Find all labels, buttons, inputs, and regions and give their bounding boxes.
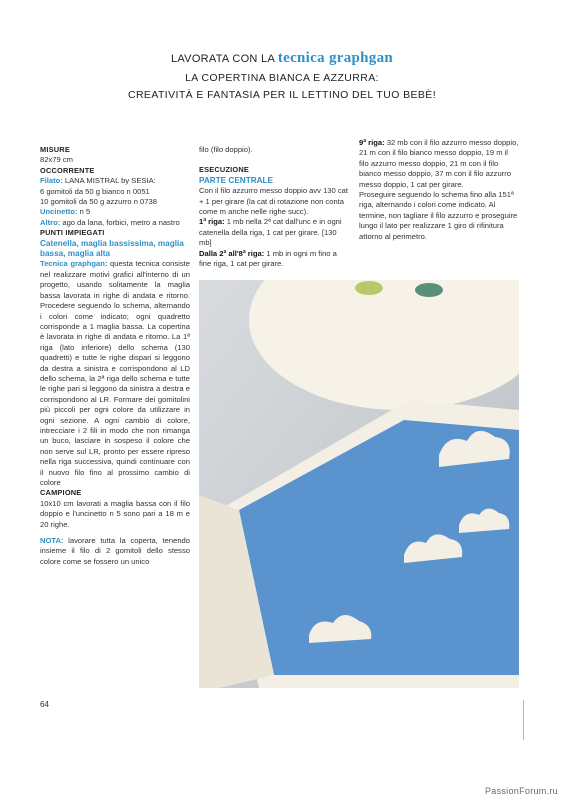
avvio-text: Con il filo azzurro messo doppio avv 130 cat + 1 per girare (la cat di rotazione non conta come m anche nelle righe succ). [199,186,348,217]
column-middle [199,145,351,269]
parte-centrale-heading: PARTE CENTRALE [199,175,273,185]
gomitoli-azzurro: 10 gomitoli da 50 g azzurro n 0738 [40,197,157,207]
header-line-3: CREATIVITÀ E FANTASIA PER IL LETTINO DEL TUO BEBÈ! [127,89,437,101]
header-accent: tecnica graphgan [277,50,394,66]
misure-heading: MISURE [40,145,70,154]
filato-line: Filato: LANA MISTRAL by SESIA: [40,176,156,186]
nota-continued: filo (filo doppio). [199,145,253,154]
esecuzione-heading: ESECUZIONE [199,165,250,175]
punti-subheading: Catenella, maglia bassissima, maglia bassa, maglia alta [40,238,184,259]
nota-text: NOTA: lavorare tutta la coperta, tenendo insieme il filo di 2 gomitoli dello stesso colore come se fossero un unico [40,536,190,566]
misure-text: 82x79 cm [40,155,73,165]
article-header [0,50,564,101]
watermark: PassionForum.ru [484,786,558,796]
campione-text: 10x10 cm lavorati a maglia bassa con il filo doppio e l'uncinetto n 5 sono pari a 18 m e 20 righe. [40,498,190,529]
altro-line: Altro: ago da lana, forbici, metro a nastro [40,217,180,227]
campione-heading: CAMPIONE [40,488,82,498]
punti-heading: PUNTI IMPIEGATI [40,228,105,238]
uncinetto-line: Uncinetto: n 5 [40,207,91,217]
header-line-1: LAVORATA CON LA tecnica graphgan [170,50,394,66]
tecnica-paragraph: Tecnica graphgan: questa tecnica consiste nel realizzare motivi grafici all'interno di un progetto, usando solitamente la maglia bassa lavorata in righe di andata e ritorno. Procedere seguendo lo schema, alternando i colori come indicato; ogni quadretto corrisponde a 1 maglia bassa. La copertina è lavorata in righe di andata e ritorno. La 1ª riga (lato inferiore) dello schema (130 quadretti) e tutte le righe dispari si leggono da destra a sinistra e corrispondono al LD dello schema, la 2ª riga dello schema e tutte le righe pari si leggono da sinistra a destra e corrispondono al LR. Formare dei gomitolini più piccoli per ogni colore da utilizzare in ogni sezione. A ogni cambio di colore, intrecciare i 2 fili in modo che non rimanga un buco, lasciare in sospeso il colore che non serve sul LR, pronto per essere ripreso nella riga successiva, quindi continuare con il nuovo filo fino al prossimo cambio di colore [40,259,190,487]
occorrente-heading: OCCORRENTE [40,165,95,175]
column-right [359,138,519,242]
riga-9: 9ª riga: 32 mb con il filo azzurro messo doppio, 21 m con il filo bianco messo doppio, 19 m il filo azzurro messo doppio, 21 m con il filo bianco messo doppio, 37 m con il filo azzurro messo doppio, 1 cat per girare. [359,138,519,189]
column-left [40,145,190,567]
blanket-photo [199,280,519,688]
righe-2-8: Dalla 2ª all'8ª riga: 1 mb in ogni m fino a fine riga, 1 cat per girare. [199,248,337,269]
gomitoli-bianco: 6 gomitoli da 50 g bianco n 0051 [40,186,150,196]
prosecuzione-text: Proseguire seguendo lo schema fino alla 151ª riga, alternando i colori come indicato. Al termine, non tagliare il filo azzurro e proseguire lungo il lato per realizzare 1 giro di rifinitura attorno al perimetro. [359,190,518,241]
riga-1: 1ª riga: 1 mb nella 2ª cat dall'unc e in ogni catenella della riga, 1 cat per girare. [130 mb] [199,217,342,248]
page-number: 64 [40,700,49,709]
blanket-illustration [199,280,519,688]
margin-rule [523,700,524,740]
header-line-2: LA COPERTINA BIANCA E AZZURRA: [185,72,379,84]
